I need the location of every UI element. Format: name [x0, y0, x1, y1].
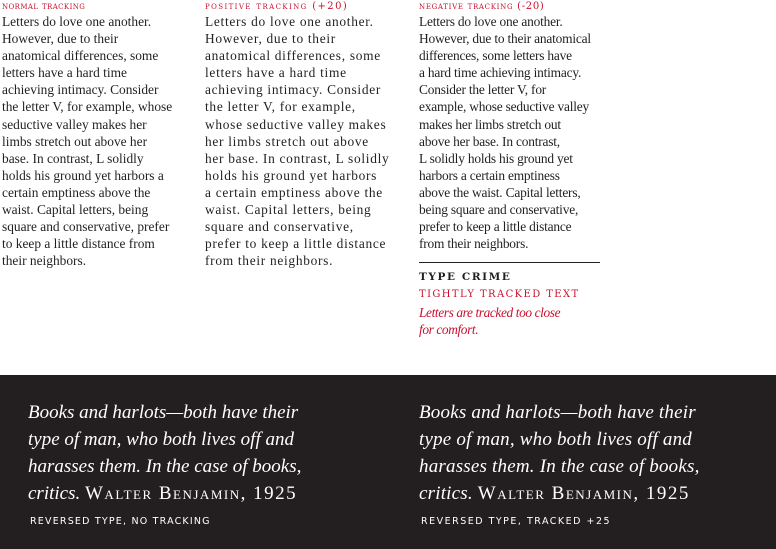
type-crime-body — [419, 304, 600, 338]
reversed-sample-tracked — [419, 399, 776, 527]
text-line: anatomical differences, some — [205, 48, 381, 64]
text-line: seductive valley makes her — [2, 116, 147, 132]
sample-caption: REVERSED TYPE, NO TRACKING — [30, 516, 211, 527]
text-line: prefer to keep a little distance — [205, 236, 387, 252]
column-body — [419, 13, 609, 252]
text-line: limbs stretch out above her — [2, 133, 148, 149]
text-line: her limbs stretch out above — [205, 133, 369, 149]
text-line: the letter V, for example, — [205, 99, 356, 115]
text-line: makes her limbs stretch out — [419, 116, 561, 132]
quote-author: Walter Benjamin, 1925 — [477, 483, 690, 504]
text-line: However, due to their — [205, 31, 336, 47]
text-line: Letters do love one another. — [205, 14, 374, 29]
column-positive-tracking — [205, 0, 395, 269]
text-line: harbors a certain emptiness — [419, 167, 560, 183]
text-line: However, due to their — [2, 31, 119, 47]
text-line: However, due to their anatomical — [419, 31, 591, 47]
text-line: waist. Capital letters, being — [2, 202, 149, 218]
quote-last-line — [28, 480, 388, 507]
text-line: certain emptiness above the — [2, 184, 151, 200]
quote-line: critics. — [419, 483, 473, 504]
column-body — [205, 13, 395, 269]
text-line: their neighbors. — [2, 253, 87, 269]
quote-author: Walter Benjamin, 1925 — [85, 483, 298, 504]
quote-line: harasses them. In the case of books, — [419, 456, 700, 477]
column-body — [2, 13, 192, 269]
text-line: the letter V, for example, whose — [2, 99, 173, 115]
type-crime-heading: TYPE CRIME — [419, 271, 512, 283]
text-line: example, whose seductive valley — [419, 99, 590, 115]
quote-line: harasses them. In the case of books, — [28, 456, 302, 477]
text-line: letters have a hard time — [2, 65, 127, 81]
text-line: above her base. In contrast, — [419, 133, 560, 149]
column-normal-tracking — [2, 0, 192, 269]
text-line: differences, some letters have — [419, 48, 572, 64]
column-label: positive tracking (+20) — [205, 1, 349, 12]
text-line: square and conservative, prefer — [2, 219, 170, 235]
quote-line: Books and harlots—both have their — [28, 402, 299, 423]
text-line: her base. In contrast, L solidly — [205, 150, 390, 166]
column-label: normal tracking — [2, 1, 86, 12]
text-line: whose seductive valley makes — [205, 116, 387, 132]
type-crime-line: Letters are tracked too close — [419, 305, 561, 320]
text-line: letters have a hard time — [205, 65, 347, 81]
text-line: a certain emptiness above the — [205, 184, 383, 200]
type-crime-box — [419, 262, 600, 338]
text-line: holds his ground yet harbors a — [2, 167, 164, 183]
text-line: from their neighbors. — [205, 253, 334, 269]
reversed-sample-no-tracking — [28, 399, 388, 527]
text-line: anatomical differences, some — [2, 48, 159, 64]
text-line: above the waist. Capital letters, — [419, 184, 581, 200]
sample-caption: REVERSED TYPE, TRACKED +25 — [421, 516, 612, 527]
text-line: being square and conservative, — [419, 202, 579, 218]
column-label: negative tracking (-20) — [419, 1, 545, 12]
text-line: waist. Capital letters, being — [205, 202, 372, 218]
text-line: a hard time achieving intimacy. — [419, 65, 582, 81]
text-line: from their neighbors. — [419, 236, 529, 252]
reversed-type-band — [0, 375, 776, 549]
column-negative-tracking — [419, 0, 609, 252]
type-crime-line: for comfort. — [419, 322, 479, 337]
quote-line: type of man, who both lives off and — [419, 429, 692, 450]
text-line: base. In contrast, L solidly — [2, 150, 144, 166]
text-line: achieving intimacy. Consider — [2, 82, 159, 98]
text-line: achieving intimacy. Consider — [205, 82, 382, 98]
text-line: L solidly holds his ground yet — [419, 150, 573, 166]
quote-line: type of man, who both lives off and — [28, 429, 294, 450]
text-line: prefer to keep a little distance — [419, 219, 572, 235]
text-line: Letters do love one another. — [419, 14, 563, 29]
text-line: holds his ground yet harbors — [205, 167, 378, 183]
text-line: Consider the letter V, for — [419, 82, 547, 98]
quote-last-line — [419, 480, 776, 507]
text-line: Letters do love one another. — [2, 14, 152, 29]
quote-line: Books and harlots—both have their — [419, 402, 696, 423]
text-line: square and conservative, — [205, 219, 354, 235]
text-line: to keep a little distance from — [2, 236, 155, 252]
quote-line: critics. — [28, 483, 81, 504]
type-crime-subheading: TIGHTLY TRACKED TEXT — [419, 289, 580, 300]
